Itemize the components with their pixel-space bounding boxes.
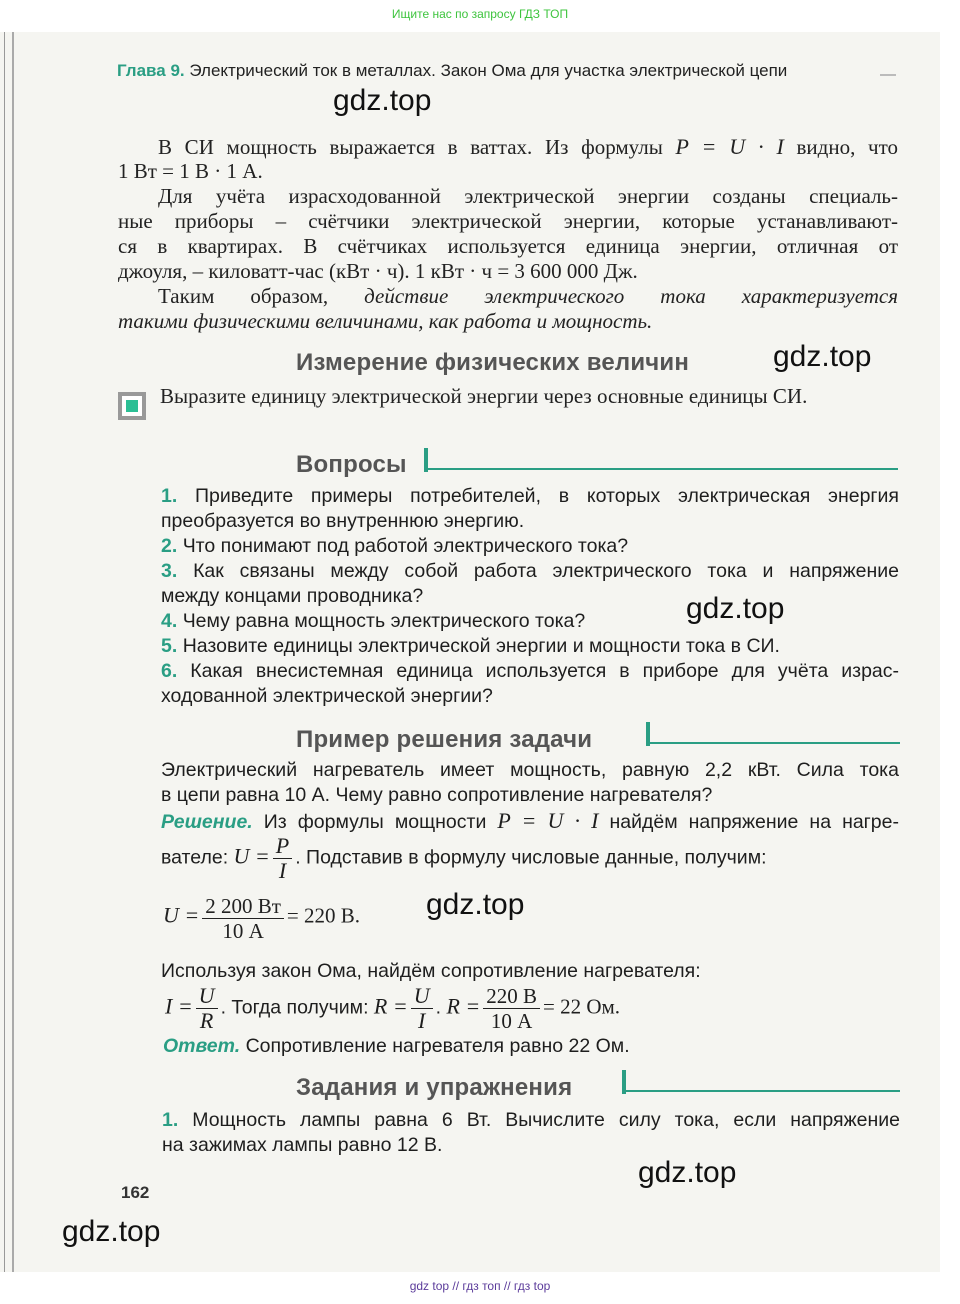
formula: P = U · I	[675, 134, 784, 159]
formula: U =	[163, 902, 200, 928]
text: . Подставив в формулу числовые данные, получим:	[295, 846, 767, 869]
numerator: U	[196, 984, 218, 1009]
text: Таким образом,	[158, 284, 365, 308]
header-dash	[880, 74, 896, 76]
item-number: 2.	[161, 535, 178, 557]
answer-line	[163, 1034, 630, 1059]
text: видно, что	[783, 135, 898, 159]
chapter-label: Глава 9.	[117, 61, 185, 80]
formula: R =	[446, 993, 481, 1019]
item-number: 1.	[162, 1109, 179, 1131]
list-item-line	[161, 584, 899, 609]
answer-label: Ответ.	[163, 1035, 241, 1057]
text-line: джоуля, – киловатт-час (кВт · ч). 1 кВт · ч = 3 600 000 Дж.	[118, 259, 638, 283]
watermark: gdz.top	[686, 592, 785, 625]
formula-ohm-line: I = $\frac{U}{R}$ . Тогда получим: R = $\frac{U}{I}$ . R = $\frac{220 В}{10 А}$ = 22 Ом.	[165, 983, 621, 1033]
denominator: 10 А	[222, 919, 264, 943]
item-number: 6.	[161, 660, 178, 682]
item-text: Мощность лампы равна 6 Вт. Вычислите силу тока, если напряжение	[192, 1109, 900, 1131]
questions-list	[161, 484, 899, 709]
watermark: gdz.top	[333, 84, 432, 117]
text-line: в цепи равна 10 А. Чему равно сопротивление нагревателя?	[161, 784, 713, 806]
paragraph-power-units	[118, 134, 898, 184]
item-text: Как связаны между собой работа электрического тока и напряжение	[193, 560, 899, 582]
item-text: на зажимах лампы равно 12 В.	[162, 1134, 443, 1156]
text-line: такими физическими величинами, как работа и мощность.	[118, 309, 653, 333]
fraction	[196, 984, 218, 1033]
list-item-line	[161, 634, 899, 659]
text: В СИ мощность выражается в ваттах. Из формулы	[158, 135, 676, 159]
text: Из формулы мощности	[263, 811, 498, 833]
task-square-icon	[118, 392, 146, 420]
item-text: Какая внесистемная единица используется в приборе для учёта израс-	[190, 660, 900, 682]
section-heading-exercises: Задания и упражнения	[296, 1074, 573, 1101]
page-number: 162	[121, 1183, 150, 1202]
formula: R =	[373, 993, 408, 1019]
item-text: между концами проводника?	[161, 585, 424, 607]
solution-label: Решение.	[161, 811, 253, 833]
text-line: Электрический нагреватель имеет мощность, равную 2,2 кВт. Сила тока	[161, 759, 899, 781]
fraction	[411, 984, 433, 1033]
denominator: I	[417, 1008, 426, 1033]
fraction	[202, 894, 284, 943]
text: найдём напряжение на нагре-	[598, 811, 899, 833]
text-line: ся в квартирах. В счётчиках используется единица энергии, отличная от	[118, 234, 898, 258]
measure-task: Выразите единицу электрической энергии через основные единицы СИ.	[160, 384, 808, 408]
fraction	[273, 834, 292, 883]
numerator: U	[411, 984, 433, 1009]
list-item-line	[161, 484, 899, 509]
denominator: 10 А	[490, 1009, 533, 1033]
watermark: gdz.top	[426, 888, 525, 921]
list-item-line	[161, 509, 899, 534]
item-text: Чему равна мощность электрического тока?	[182, 610, 586, 632]
heading-rule	[622, 1090, 900, 1092]
denominator: R	[199, 1008, 214, 1033]
list-item-line	[161, 559, 899, 584]
exercises-list	[162, 1108, 900, 1158]
item-text: Назовите единицы электрической энергии и мощности тока в СИ.	[182, 635, 780, 657]
item-text: ходованной электрической энергии?	[161, 685, 493, 707]
footer-links: gdz top // гдз топ // гдз top	[409, 1279, 551, 1293]
list-item-line	[162, 1133, 900, 1158]
item-number: 5.	[161, 635, 178, 657]
text: действие электрического тока характеризуется	[364, 284, 898, 308]
item-number: 1.	[161, 485, 178, 507]
text: вателе:	[161, 846, 234, 869]
list-item-line	[161, 684, 899, 709]
text: 1 Вт = 1 В · 1 А.	[118, 159, 263, 183]
watermark: gdz.top	[638, 1156, 737, 1189]
item-text: преобразуется во внутреннюю энергию.	[161, 510, 525, 532]
formula-calc-u	[163, 894, 360, 943]
result: = 220 В.	[286, 903, 361, 928]
watermark: gdz.top	[62, 1215, 161, 1248]
text: . Тогда получим:	[220, 996, 374, 1019]
chapter-title: Электрический ток в металлах. Закон Ома для участка электрической цепи	[189, 61, 788, 80]
ohm-text: Используя закон Ома, найдём сопротивление нагревателя:	[161, 960, 701, 982]
list-item-line	[162, 1108, 900, 1133]
numerator: 220 В	[483, 984, 540, 1009]
running-header	[117, 61, 787, 81]
numerator: P	[273, 834, 292, 859]
formula: P = U · I	[497, 808, 599, 833]
item-number: 4.	[161, 610, 178, 632]
item-number: 3.	[161, 560, 178, 582]
fraction	[483, 984, 540, 1033]
text-line: ные приборы – счётчики электрической энергии, которые устанавливают-	[118, 209, 898, 233]
formula-u-line	[161, 834, 767, 883]
item-text: Что понимают под работой электрического тока?	[182, 535, 629, 557]
item-text: Приведите примеры потребителей, в которых электрическая энергия	[195, 485, 899, 507]
text-line: Для учёта израсходованной электрической энергии созданы специаль-	[158, 184, 898, 208]
section-heading-questions: Вопросы	[296, 451, 407, 478]
section-heading-example: Пример решения задачи	[296, 726, 593, 753]
denominator: I	[278, 858, 287, 883]
search-hint: Ищите нас по запросу ГДЗ ТОП	[391, 7, 569, 21]
formula: I =	[165, 993, 193, 1019]
page-edge-line	[4, 32, 5, 1272]
result: = 22 Ом.	[543, 994, 621, 1019]
list-item-line	[161, 659, 899, 684]
numerator: 2 200 Вт	[202, 894, 284, 919]
paragraph-meters	[118, 184, 898, 284]
paragraph-conclusion	[118, 284, 898, 334]
list-item-line	[161, 534, 899, 559]
list-item-line	[161, 609, 899, 634]
heading-rule	[646, 742, 900, 744]
example-problem	[161, 758, 899, 833]
section-heading-measure: Измерение физических величин	[296, 349, 690, 376]
text: Сопротивление нагревателя равно 22 Ом.	[240, 1035, 630, 1057]
formula: U =	[233, 843, 270, 869]
heading-rule	[424, 468, 898, 470]
watermark: gdz.top	[773, 340, 872, 373]
page-edge-line	[12, 32, 14, 1272]
